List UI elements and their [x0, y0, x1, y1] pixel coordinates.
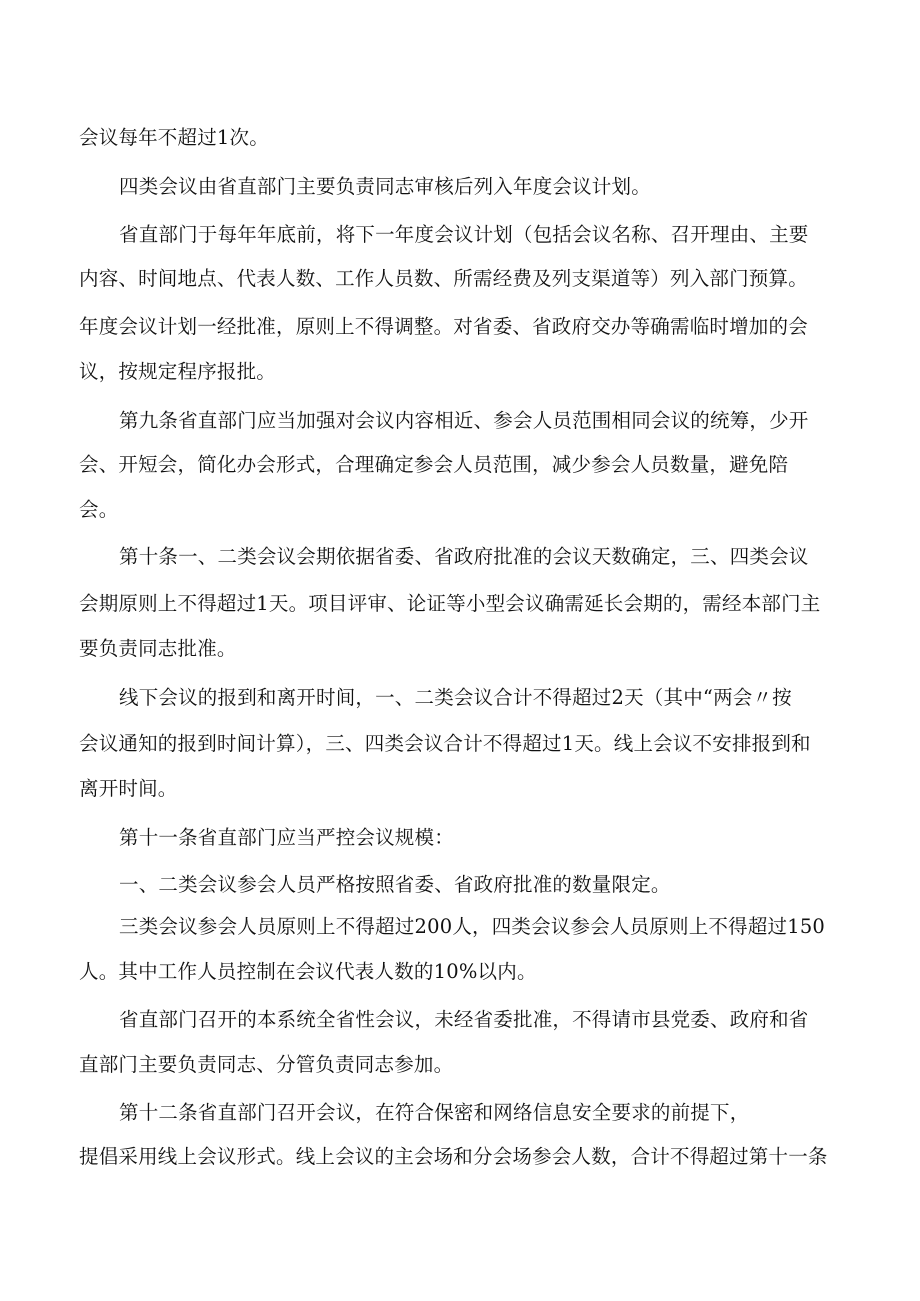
text-line: 会议每年不超过1次。: [79, 126, 269, 149]
text-line: 会议通知的报到时间计算），三、四类会议合计不得超过1天。线上会议不安排报到和: [79, 732, 811, 755]
text-line: 离开时间。: [79, 777, 178, 800]
text-line: 第十条一、二类会议会期依据省委、省政府批准的会议天数确定，三、四类会议: [119, 545, 809, 568]
text-line: 省直部门召开的本系统全省性会议，未经省委批准，不得请市县党委、政府和省: [119, 1008, 809, 1031]
text-line: 第十一条省直部门应当严控会议规模：: [119, 826, 454, 849]
text-line: 提倡采用线上会议形式。线上会议的主会场和分会场参会人数，合计不得超过第十一条: [79, 1145, 828, 1168]
text-line: 三类会议参会人员原则上不得超过200人，四类会议参会人员原则上不得超过150: [119, 915, 826, 938]
text-line: 一、二类会议参会人员严格按照省委、省政府批准的数量限定。: [119, 873, 671, 896]
text-line: 会期原则上不得超过1天。项目评审、论证等小型会议确需延长会期的，需经本部门主: [79, 592, 821, 615]
text-line: 第十二条省直部门召开会议，在符合保密和网络信息安全要求的前提下，: [119, 1101, 750, 1124]
text-line: 第九条省直部门应当加强对会议内容相近、参会人员范围相同会议的统筹，少开: [119, 409, 809, 432]
text-line: 四类会议由省直部门主要负责同志审核后列入年度会议计划。: [119, 175, 651, 198]
text-line: 省直部门于每年年底前，将下一年度会议计划（包括会议名称、召开理由、主要: [119, 223, 809, 246]
text-line: 人。其中工作人员控制在会议代表人数的10%以内。: [79, 960, 537, 983]
text-line: 要负责同志批准。: [79, 637, 237, 660]
text-line: 会。: [79, 498, 119, 521]
text-line: 年度会议计划一经批准，原则上不得调整。对省委、省政府交办等确需临时增加的会: [79, 315, 808, 338]
text-line: 内容、时间地点、代表人数、工作人员数、所需经费及列支渠道等）列入部门预算。: [79, 267, 808, 290]
text-line: 议，按规定程序报批。: [79, 360, 277, 383]
text-line: 线下会议的报到和离开时间，一、二类会议合计不得超过2天（其中“两会〃按: [119, 686, 792, 709]
text-line: 会、开短会，简化办会形式，合理确定参会人员范围，减少参会人员数量，避免陪: [79, 453, 789, 476]
text-line: 直部门主要负责同志、分管负责同志参加。: [79, 1053, 454, 1076]
